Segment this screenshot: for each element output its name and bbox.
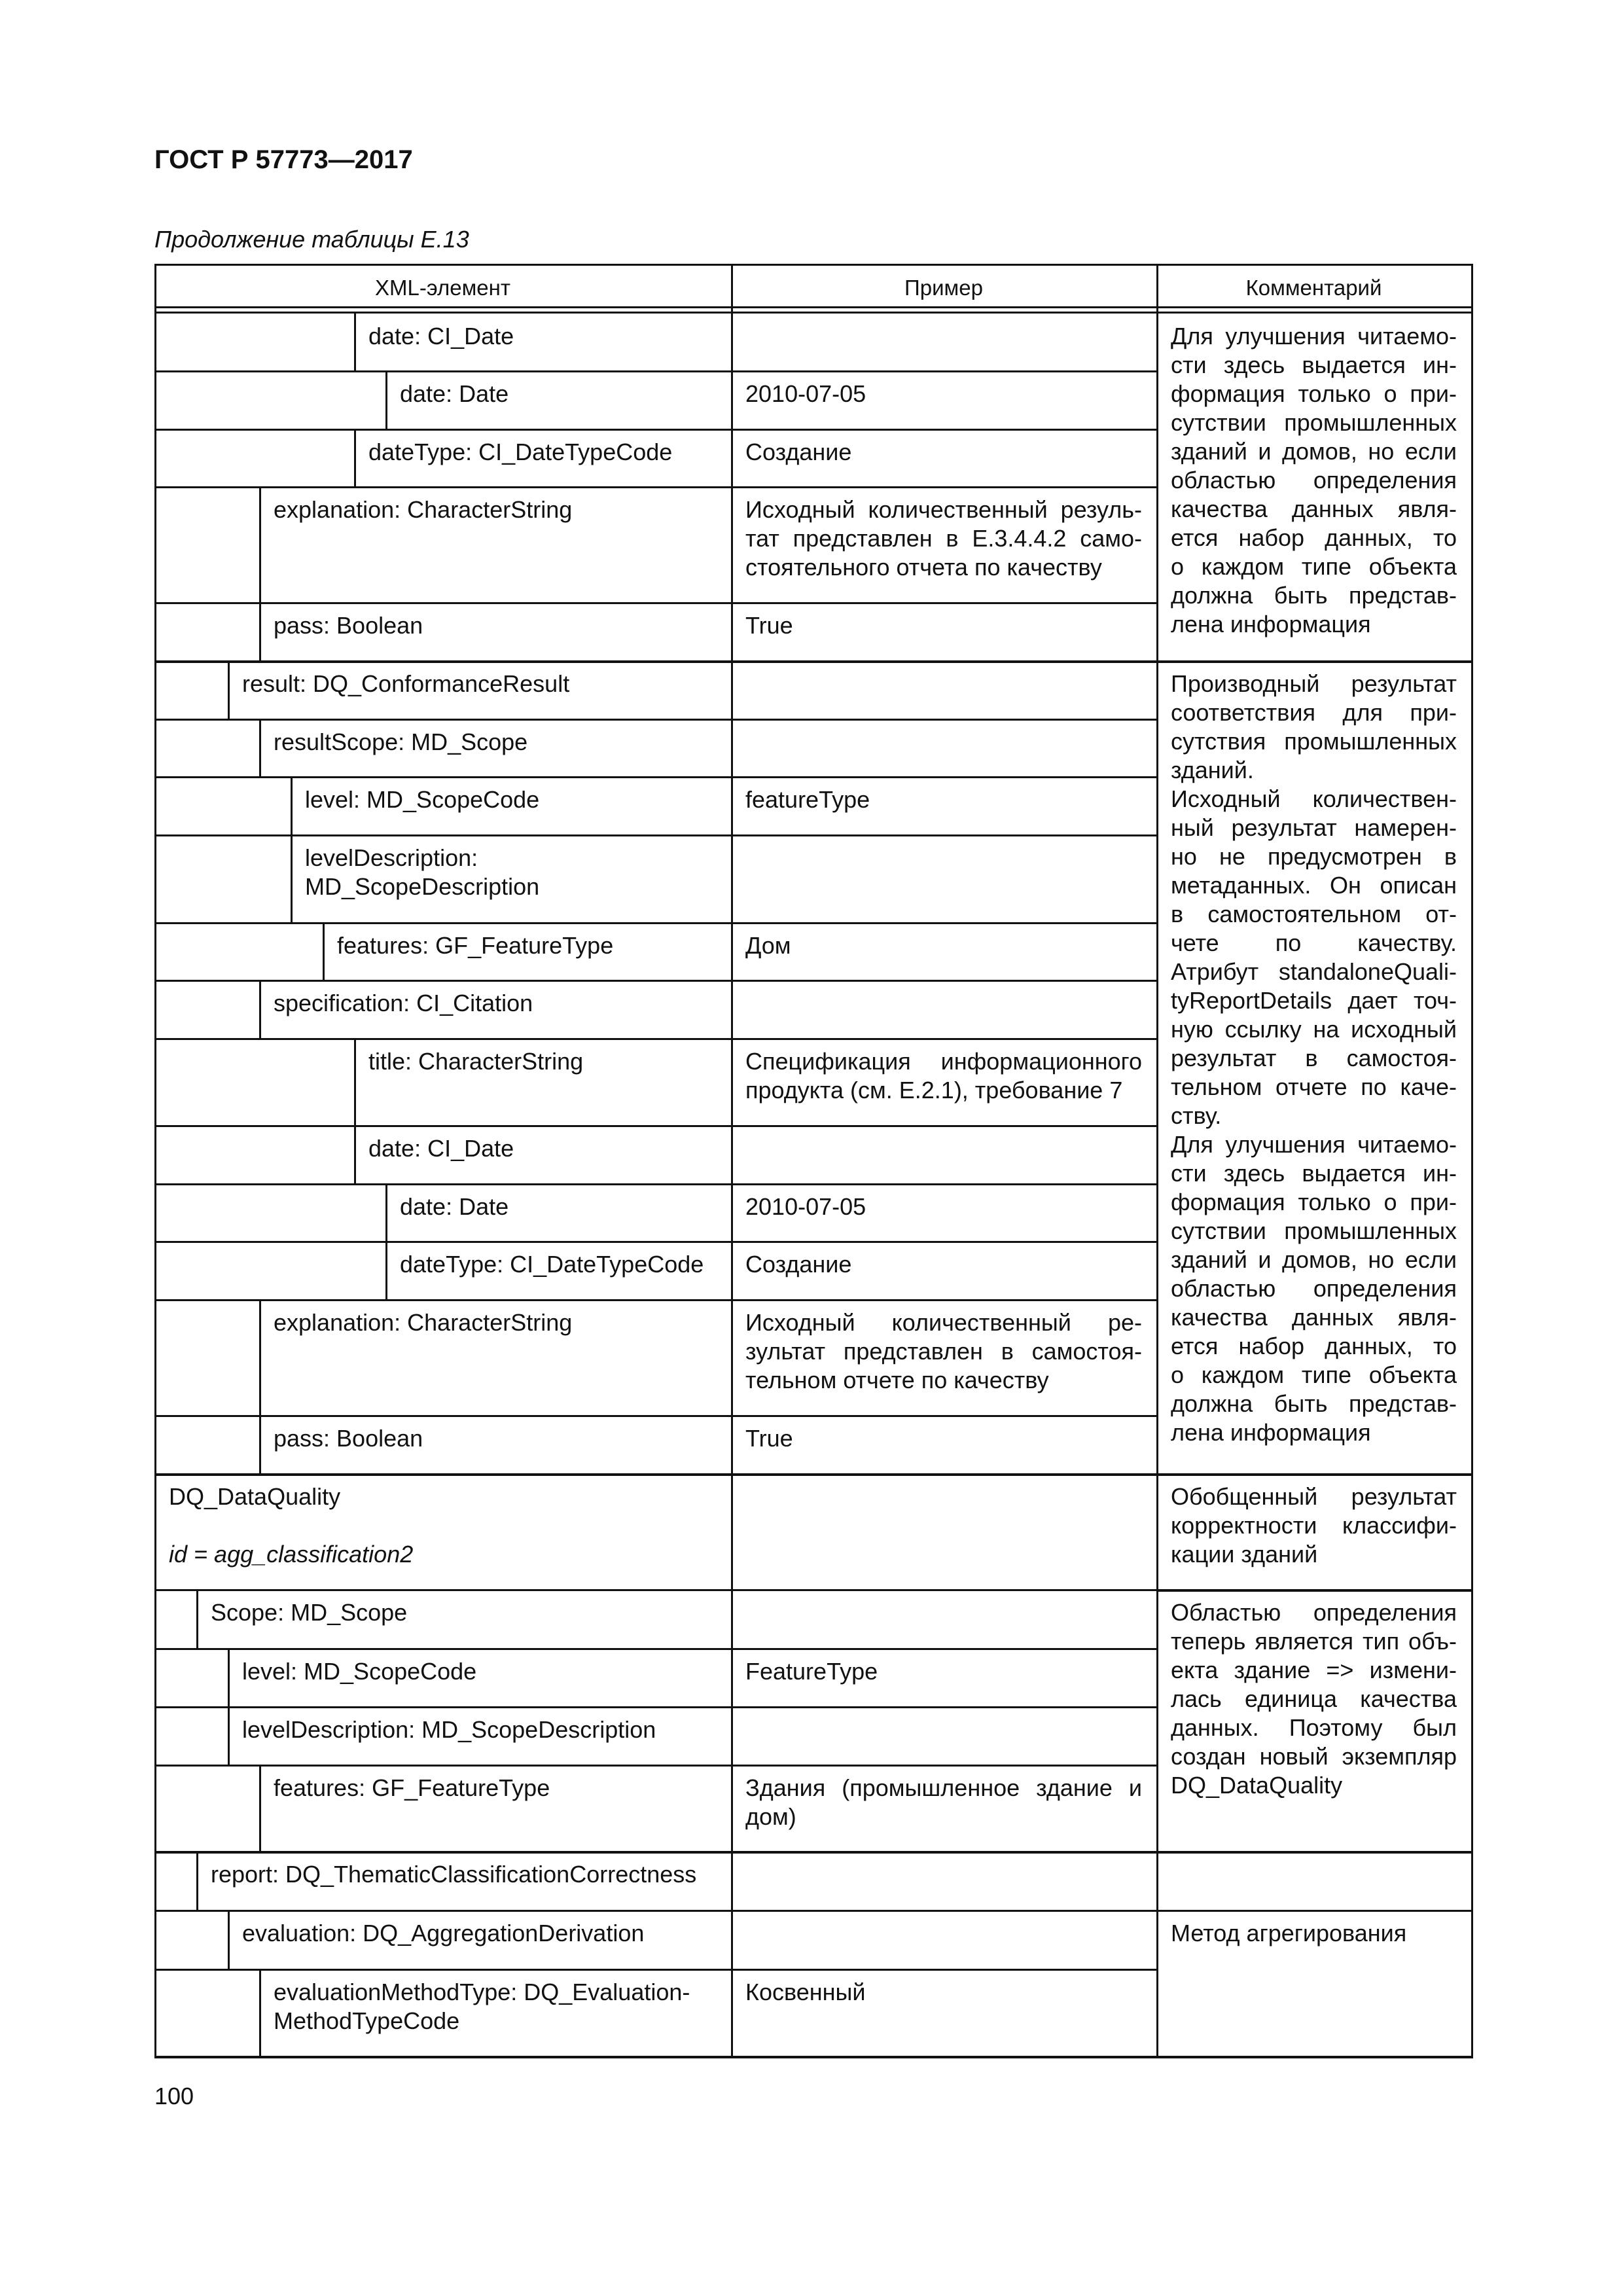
row-indent-line [228,660,230,719]
row-indent-line [354,429,356,486]
row-separator [154,370,1156,372]
row-indent-line [259,486,261,602]
row-indent-line [196,1589,198,1648]
element-cell: report: DQ_ThematicClassificationCorrectness [211,1861,697,1888]
example-cell: Создание [745,439,852,465]
row-indent-line [385,370,387,429]
comment-cell: Областью определения теперь является тип объ- екта здание => измени- лась единица качества данных. Поэтому был создан новый экземпляр DQ_DataQuality [1171,1599,1457,1799]
row-separator [154,834,1156,836]
element-cell: Scope: MD_Scope [211,1599,408,1626]
row-separator [154,1910,1156,1912]
element-cell: explanation: CharacterString [274,1309,573,1336]
comment-cell: Метод агрегирования [1171,1920,1407,1946]
row-separator [154,1415,1156,1417]
element-cell: evaluation: DQ_AggregationDerivation [242,1920,645,1946]
element-cell: level: MD_ScopeCode [305,786,540,813]
page-header: ГОСТ Р 57773—2017 [154,145,413,174]
row-indent-line [196,1851,198,1910]
header-example: Пример [904,276,983,300]
row-indent-line [323,922,325,980]
element-cell: dateType: CI_DateTypeCode [400,1251,704,1278]
row-indent-line [228,1910,230,1969]
row-separator [154,980,1156,982]
row-indent-line [259,1969,261,2056]
row-separator [154,776,1156,778]
row-separator [154,1183,1156,1185]
element-cell: evaluationMethodType: DQ_Evaluation- MethodTypeCode [274,1979,690,2034]
row-indent-line [259,1299,261,1415]
row-indent-line [228,1648,230,1706]
row-indent-line [291,834,293,922]
example-cell: Косвенный [745,1979,866,2005]
row-separator [154,1706,1156,1708]
example-cell: Исходный количественный резуль- тат представлен в Е.3.4.4.2 само- стоятельного отчета по качеству [745,496,1142,581]
column-divider-element [731,264,733,2058]
example-cell: Создание [745,1251,852,1278]
element-cell: date: CI_Date [368,323,514,350]
row-indent-line [259,719,261,776]
example-cell: 2010-07-05 [745,380,866,407]
element-cell: features: GF_FeatureType [274,1774,550,1801]
element-cell: resultScope: MD_Scope [274,728,528,755]
row-separator [154,1969,1156,1971]
row-separator [154,1299,1156,1301]
row-separator [154,602,1156,604]
example-cell: Дом [745,932,791,959]
row-separator [154,1589,1156,1591]
row-indent-line [385,1241,387,1299]
row-separator [154,1765,1156,1767]
example-cell: Здания (промышленное здание и дом) [745,1774,1142,1830]
example-cell: FeatureType [745,1658,878,1685]
comment-cell: Для улучшения читаемо- сти здесь выдается ин- формация только о при- сутствии промышленных зданий и домов, но если областью определения качества данных явля- ется набор данных, то о каждом типе объекта должна быть представ- лена информация [1171,323,1457,637]
example-cell: 2010-07-05 [745,1193,866,1220]
row-indent-line [259,1765,261,1851]
comment-cell: Производный результат соответствия для при- сутствия промышленных зданий. Исходный количествен- ный результат намерен- но не предусмотрен в метаданных. Он описан в самостоятельном от- чете по качеству. Атрибут standaloneQuali- tyReportDetails дает точ- ную ссылку на исходный результат в самостоя- тельном отчете по каче- ству. Для улучшения читаемо- сти здесь выдается ин- формация только о при- сутствии промышленных зданий и домов, но если областью определения качества данных явля- ется набор данных, то о каждом типе объекта должна быть представ- лена информация [1171,670,1457,1446]
row-separator [154,660,1156,663]
element-cell: dateType: CI_DateTypeCode [368,439,673,465]
row-separator [154,922,1156,924]
element-cell: result: DQ_ConformanceResult [242,670,570,697]
column-divider-example [1156,264,1158,2058]
row-separator [154,1125,1156,1127]
row-separator [154,1241,1156,1243]
header-xml-element: XML-элемент [375,276,510,300]
comment-separator [1156,660,1473,663]
row-separator [154,1851,1156,1854]
example-cell: Исходный количественный ре- зультат представлен в самостоя- тельном отчете по качеству [745,1309,1142,1393]
row-indent-line [228,1706,230,1765]
row-indent-line [354,1125,356,1183]
row-indent-line [354,313,356,370]
table-right-border [1471,264,1473,2058]
comment-separator [1156,1910,1473,1912]
table-header-separator [154,306,1473,308]
element-cell: title: CharacterString [368,1048,584,1075]
row-indent-line [259,602,261,660]
page-number: 100 [154,2083,194,2109]
element-cell: pass: Boolean [274,612,423,639]
table-left-border [154,264,156,2058]
row-separator [154,429,1156,431]
element-cell: date: CI_Date [368,1135,514,1162]
element-cell: level: MD_ScopeCode [242,1658,477,1685]
element-cell: specification: CI_Citation [274,990,533,1016]
example-cell: True [745,612,793,639]
element-cell: explanation: CharacterString [274,496,573,523]
comment-separator [1156,1473,1473,1476]
element-cell: date: Date [400,1193,509,1220]
table-caption: Продолжение таблицы Е.13 [154,226,469,253]
element-cell: DQ_DataQuality id = agg_classification2 [169,1483,414,1568]
table-top-border [154,264,1473,266]
example-cell: featureType [745,786,870,813]
row-indent-line [354,1038,356,1125]
element-cell: levelDescription: MD_ScopeDescription [305,844,540,900]
row-indent-line [291,776,293,834]
header-comment: Комментарий [1245,276,1382,300]
row-separator [154,1648,1156,1650]
element-cell: levelDescription: MD_ScopeDescription [242,1716,656,1743]
row-indent-line [259,1415,261,1473]
row-indent-line [259,980,261,1038]
table-header-double-line [154,312,1473,314]
example-cell: True [745,1425,793,1452]
comment-separator [1156,1851,1473,1854]
row-indent-line [385,1183,387,1241]
element-cell: features: GF_FeatureType [337,932,614,959]
comment-separator [1156,1589,1473,1592]
row-separator [154,1473,1156,1476]
row-separator [154,486,1156,488]
row-separator [154,1038,1156,1040]
example-cell: Спецификация информационного продукта (см. Е.2.1), требование 7 [745,1048,1142,1103]
table-bottom-border [154,2056,1473,2058]
row-separator [154,719,1156,721]
element-cell: date: Date [400,380,509,407]
comment-cell: Обобщенный результат корректности классифи- кации зданий [1171,1483,1457,1568]
element-cell: pass: Boolean [274,1425,423,1452]
